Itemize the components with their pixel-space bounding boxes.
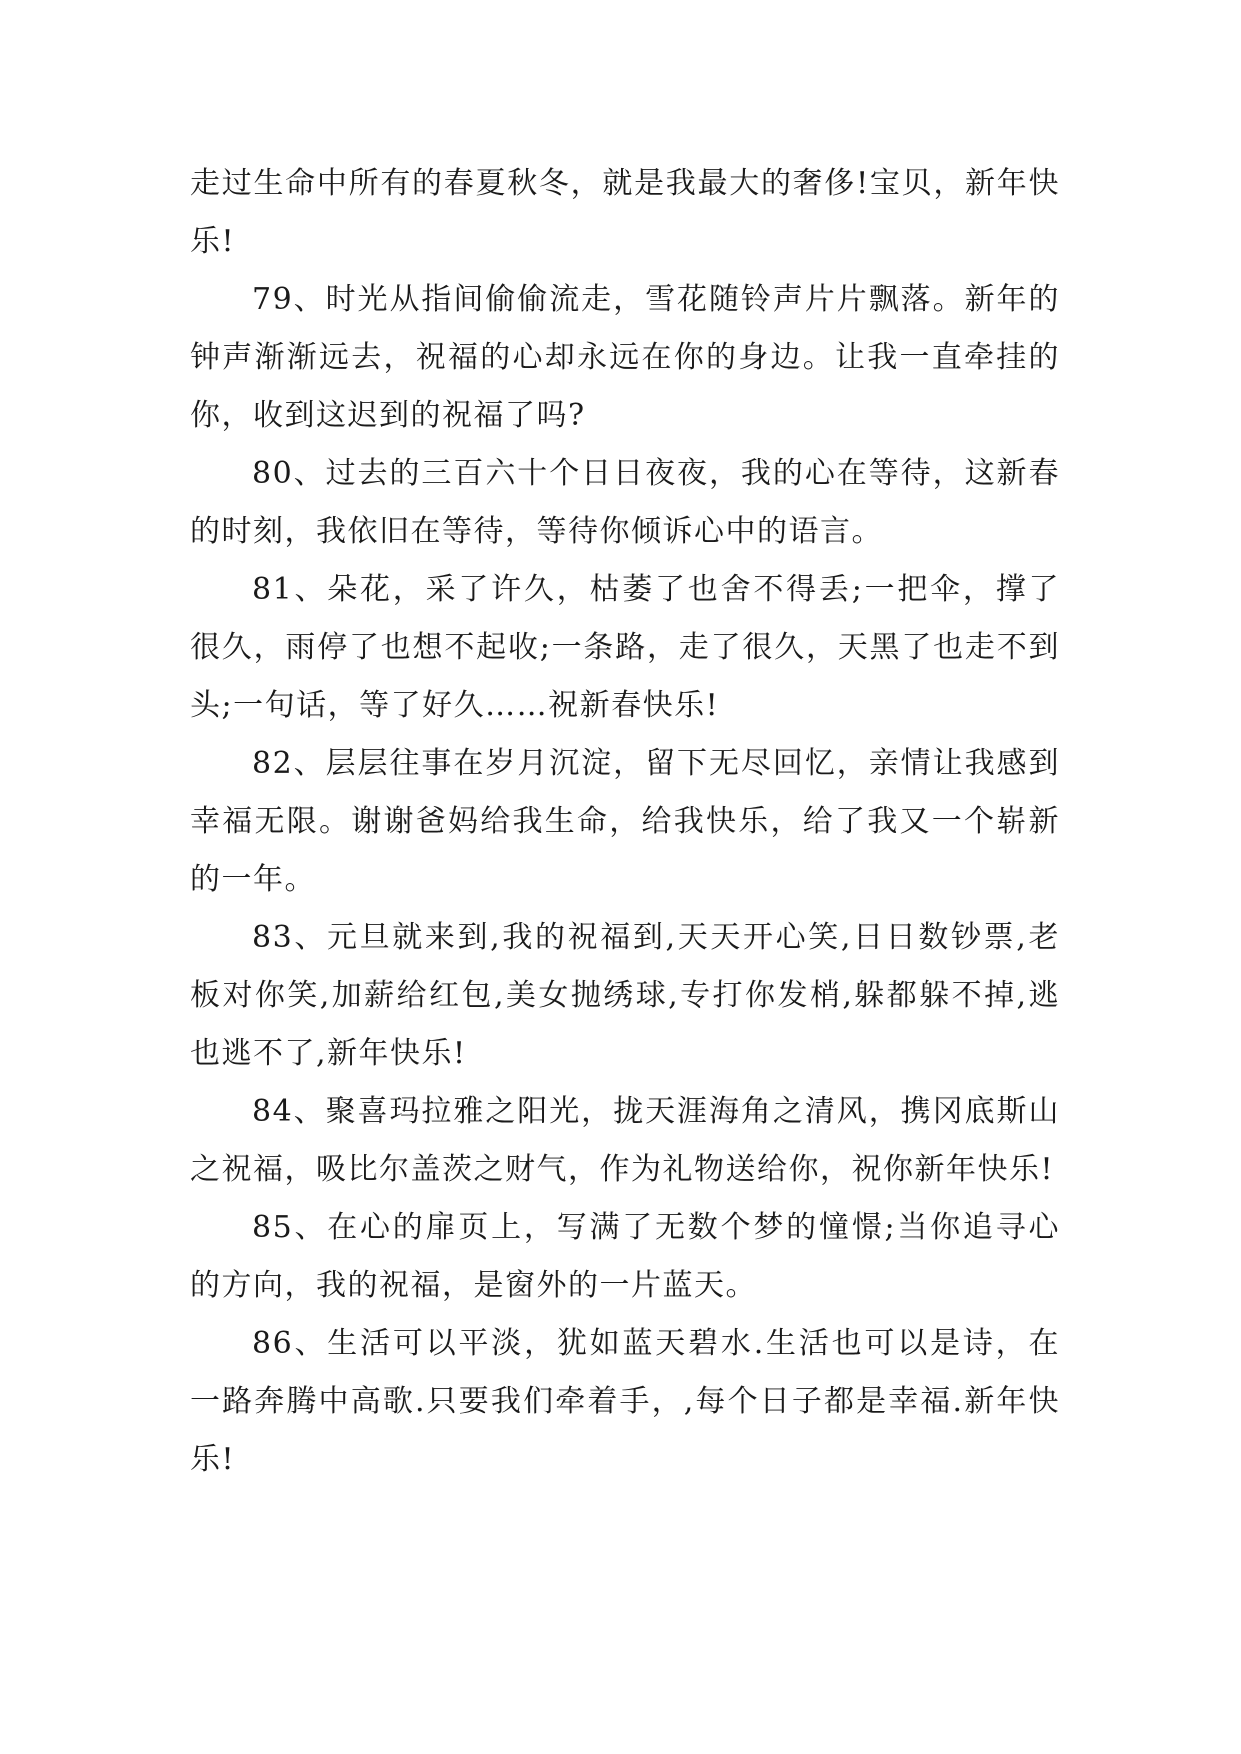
paragraph-84 [190, 1083, 1060, 1199]
paragraph-81 [190, 561, 1060, 735]
paragraph-text: 时光从指间偷偷流走，雪花随铃声片片飘落。新年的钟声渐渐远去，祝福的心却永远在你的身边。让我一直牵挂的你，收到这迟到的祝福了吗? [190, 282, 1060, 433]
paragraph-number: 85、 [252, 1210, 328, 1245]
paragraph-number: 83、 [252, 920, 327, 955]
paragraph-text: 走过生命中所有的春夏秋冬，就是我最大的奢侈!宝贝，新年快乐! [190, 166, 1060, 259]
paragraph-83 [190, 909, 1060, 1083]
paragraph-number: 86、 [252, 1326, 328, 1361]
paragraph-text: 朵花，采了许久，枯萎了也舍不得丢;一把伞，撑了很久，雨停了也想不起收;一条路，走了很久，天黑了也走不到头;一句话，等了好久……祝新春快乐! [190, 572, 1060, 723]
paragraph-number: 81、 [252, 572, 328, 607]
paragraph-text: 元旦就来到,我的祝福到,天天开心笑,日日数钞票,老板对你笑,加薪给红包,美女抛绣球,专打你发梢,躲都躲不掉,逃也逃不了,新年快乐! [190, 920, 1060, 1071]
paragraph-continuation [190, 155, 1060, 271]
paragraph-number: 82、 [252, 746, 326, 781]
paragraph-79 [190, 271, 1060, 445]
paragraph-80 [190, 445, 1060, 561]
paragraph-text: 聚喜玛拉雅之阳光，拢天涯海角之清风，携冈底斯山之祝福，吸比尔盖茨之财气，作为礼物送给你，祝你新年快乐! [190, 1094, 1060, 1187]
paragraph-text: 层层往事在岁月沉淀，留下无尽回忆，亲情让我感到幸福无限。谢谢爸妈给我生命，给我快乐，给了我又一个崭新的一年。 [190, 746, 1060, 897]
paragraph-number: 84、 [252, 1094, 326, 1129]
paragraph-86 [190, 1315, 1060, 1489]
paragraph-85 [190, 1199, 1060, 1315]
paragraph-text: 过去的三百六十个日日夜夜，我的心在等待，这新春的时刻，我依旧在等待，等待你倾诉心中的语言。 [190, 456, 1060, 549]
paragraph-82 [190, 735, 1060, 909]
paragraph-number: 79、 [252, 282, 326, 317]
paragraph-text: 在心的扉页上，写满了无数个梦的憧憬;当你追寻心的方向，我的祝福，是窗外的一片蓝天。 [190, 1210, 1060, 1303]
document-body [190, 155, 1060, 1489]
paragraph-number: 80、 [252, 456, 326, 491]
paragraph-text: 生活可以平淡，犹如蓝天碧水.生活也可以是诗，在一路奔腾中高歌.只要我们牵着手，,每个日子都是幸福.新年快乐! [190, 1326, 1060, 1477]
